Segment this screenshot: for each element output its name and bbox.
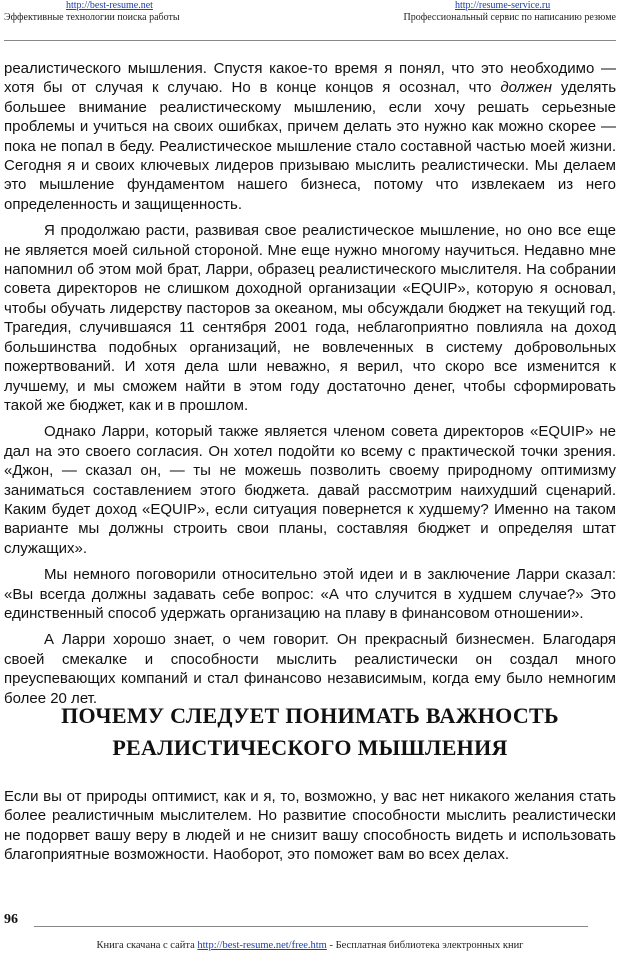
header-link-best-resume[interactable]: http://best-resume.net: [66, 0, 153, 11]
paragraph-continued: [4, 59, 616, 214]
section-heading-line: РЕАЛИСТИЧЕСКОГО МЫШЛЕНИЯ: [112, 735, 508, 760]
header-link-resume-service[interactable]: http://resume-service.ru: [455, 0, 551, 11]
header-tagline-left: Эффективные технологии поиска работы: [4, 12, 180, 23]
paragraph: Мы немного поговорили относительно этой идеи и в заключение Ларри сказал: «Вы всегда должны задавать себе вопрос: «А что случится в худшем случае?» Это единственный способ удержать организацию на плаву в финансовом отношении».: [4, 566, 616, 622]
footer-suffix: - Бесплатная библиотека электронных книг: [326, 940, 524, 951]
body-text: [4, 59, 616, 715]
section-heading: [0, 700, 620, 764]
header-tagline-right: Профессиональный сервис по написанию резюме: [403, 12, 616, 23]
page-footer: [0, 940, 620, 951]
paragraph: А Ларри хорошо знает, о чем говорит. Он прекрасный бизнесмен. Благодаря своей смекалке и способности мыслить реалистически он создал много преуспевающих компаний и стал финансово независимым, когда ему было немногим более 20 лет.: [4, 631, 616, 707]
paragraph: Я продолжаю расти, развивая свое реалистическое мышление, но оно все еще не является моей сильной стороной. Мне еще нужно многому научиться. Недавно мне напомнил об этом мой брат, Ларри, образец реалистического мыслителя. На собрании совета директоров не слишком доходной организации «EQUIP», которую я основал, чтобы обучать лидерству пасторов за океаном, мы обсуждали бюджет на текущий год. Трагедия, случившаяся 11 сентября 2001 года, неблагоприятно повлияла на доход большинства подобных организаций, не вовлеченных в систему добровольных пожертвований. И хотя дела шли неважно, я верил, что скоро все изменится к лучшему, и мы сможем найти в этом году достаточно денег, чтобы сформировать такой же бюджет, как и в прошлом.: [4, 222, 616, 414]
page-number: 96: [4, 912, 18, 927]
section-heading-line: ПОЧЕМУ СЛЕДУЕТ ПОНИМАТЬ ВАЖНОСТЬ: [61, 703, 559, 728]
page-header: [0, 0, 620, 30]
footer-divider: [34, 926, 588, 927]
paragraph-text: реалистического мышления. Спустя какое-то время я понял, что это необходимо — хотя бы от случая к случаю. Но в конце концов я осознал, что: [4, 60, 616, 97]
emphasis-text: должен: [500, 79, 553, 97]
paragraph-text: уделять большее внимание реалистическому мышлению, если хочу решать серьезные проблемы и учиться на своих ошибках, причем делать это нужно как можно скорее — пока не попал в беду. Реалистическое мышление стало составной частью моей жизни. Сегодня я и своих ключевых лидеров призываю мыслить реалистически. Мы делаем это мышление фундаментом нашего бизнеса, потому что извлекаем из него определенность и защищенность.: [4, 79, 617, 213]
footer-prefix: Книга скачана с сайта: [96, 940, 198, 951]
paragraph: Однако Ларри, который также является членом совета директоров «EQUIP» не дал на это своего согласия. Он хотел подойти ко всему с практической точки зрения. «Джон, — сказал он, — ты не можешь позволить своему природному оптимизму заниматься составлением этого бюджета. давай рассмотрим наихудший сценарий. Каким будет доход «EQUIP», если ситуация повернется к худшему? Именно на таком варианте мы должны строить свои планы, составляя бюджет и определяя штат служащих».: [4, 423, 616, 557]
paragraph: Если вы от природы оптимист, как и я, то, возможно, у вас нет никакого желания стать более реалистичным мыслителем. Но развитие способности мыслить реалистически не подорвет вашу веру в людей и не снизит вашу способность видеть и использовать благоприятные возможности. Наоборот, это поможет вам во всех делах.: [4, 788, 616, 864]
header-divider: [4, 40, 616, 41]
footer-link-free-library[interactable]: http://best-resume.net/free.htm: [197, 940, 327, 951]
section-body: [4, 787, 616, 865]
